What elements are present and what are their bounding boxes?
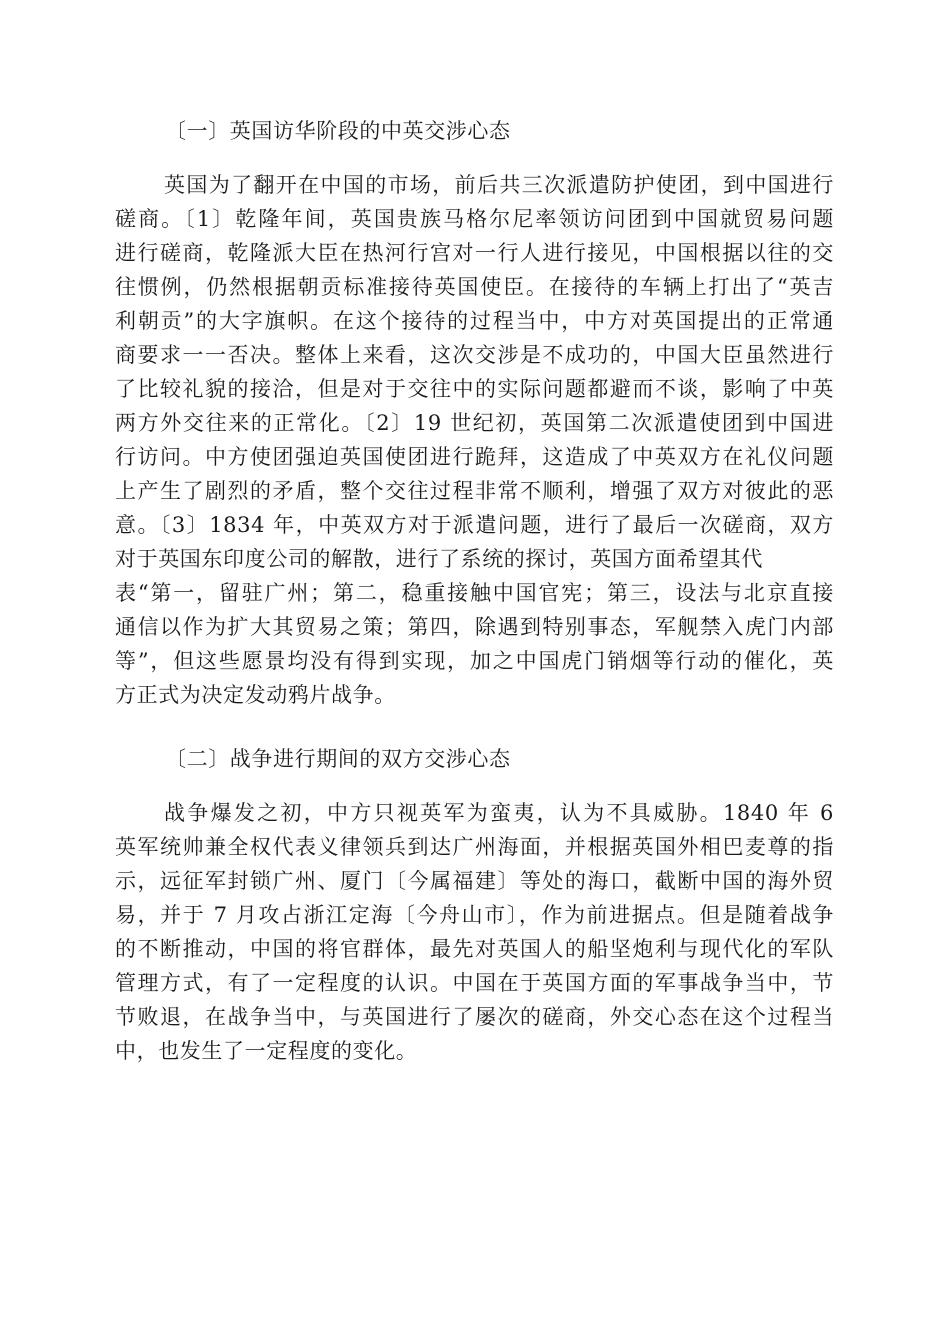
paragraph-line: 易，并于 7 月攻占浙江定海〔今舟山市〕，作为前进据点。但是随着战争 [115,903,834,927]
paragraph-line: 英国为了翻开在中国的市场，前后共三次派遣防护使团，到中国进行 [164,173,834,197]
paragraph-line: 了比较礼貌的接洽，但是对于交往中的实际问题都避而不谈，影响了中英 [115,377,834,401]
paragraph-line: 管理方式，有了一定程度的认识。中国在于英国方面的军事战争当中，节 [115,971,834,995]
paragraph-line: 意。〔3〕1834 年，中英双方对于派遣问题，进行了最后一次磋商，双方 [115,513,834,537]
paragraph-line: 对于英国东印度公司的解散，进行了系统的探讨，英国方面希望其代 [115,547,763,571]
paragraph-line: 两方外交往来的正常化。〔2〕19 世纪初，英国第二次派遣使团到中国进 [115,411,834,435]
paragraph-line: 行访问。中方使团强迫英国使团进行跪拜，这造成了中英双方在礼仪问题 [115,445,834,469]
paragraph-line: 磋商。〔1〕乾隆年间，英国贵族马格尔尼率领访问团到中国就贸易问题 [115,207,834,231]
paragraph-line: 通信以作为扩大其贸易之策；第四，除遇到特别事态，军舰禁入虎门内部 [115,615,834,639]
paragraph-line: 方正式为决定发动鸦片战争。 [115,683,396,707]
paragraph-line: 中，也发生了一定程度的变化。 [115,1039,418,1063]
paragraph-line: 示，远征军封锁广州、厦门〔今属福建〕等处的海口，截断中国的海外贸 [115,869,834,893]
paragraph-line: 英军统帅兼全权代表义律领兵到达广州海面，并根据英国外相巴麦尊的指 [115,835,834,859]
paragraph-line: 战争爆发之初，中方只视英军为蛮夷，认为不具威胁。1840 年 6 [164,801,834,825]
paragraph-line: 等”，但这些愿景均没有得到实现，加之中国虎门销烟等行动的催化，英 [115,649,834,673]
section-heading-1: 〔一〕英国访华阶段的中英交涉心态 [165,119,511,143]
paragraph-line: 的不断推动，中国的将官群体，最先对英国人的船坚炮利与现代化的军队 [115,937,834,961]
paragraph-line: 进行磋商，乾隆派大臣在热河行宫对一行人进行接见，中国根据以往的交 [115,241,834,265]
paragraph-line: 表“第一，留驻广州；第二，稳重接触中国官宪；第三，设法与北京直接 [115,581,834,605]
paragraph-line: 上产生了剧烈的矛盾，整个交往过程非常不顺利，增强了双方对彼此的恶 [115,479,834,503]
paragraph-line: 商要求一一否决。整体上来看，这次交涉是不成功的，中国大臣虽然进行 [115,343,834,367]
paragraph-line: 利朝贡”的大字旗帜。在这个接待的过程当中，中方对英国提出的正常通 [115,309,834,333]
paragraph-line: 节败退，在战争当中，与英国进行了屡次的磋商，外交心态在这个过程当 [115,1005,834,1029]
section-heading-2: 〔二〕战争进行期间的双方交涉心态 [165,747,511,771]
paragraph-line: 往惯例，仍然根据朝贡标准接待英国使臣。在接待的车辆上打出了“英吉 [115,275,834,299]
